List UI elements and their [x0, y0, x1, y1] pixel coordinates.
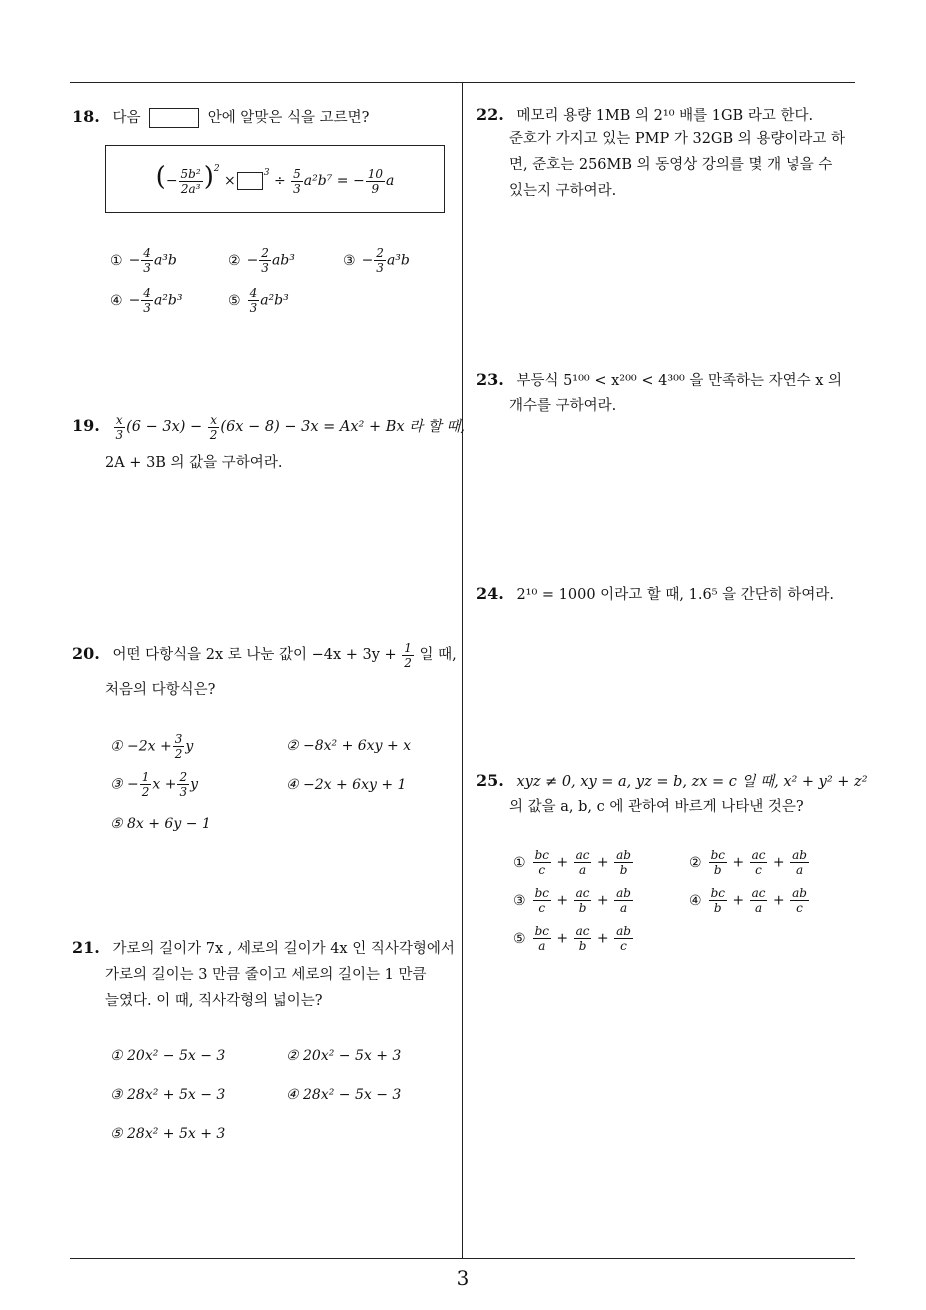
q25-choice-1[interactable]: ① $\frac{bc}{c}$ + $\frac{ac}{a}$ + $\frac{ab}{b}$: [513, 848, 631, 877]
q20-choice-1[interactable]: ① −2x + $\frac{3}{2}$ y: [110, 732, 194, 761]
q22-line4: 있는지 구하여라.: [509, 183, 617, 199]
page-number: 3: [456, 1266, 470, 1290]
q23-line1: 부등식 5¹⁰⁰ < x²⁰⁰ < 4³⁰⁰ 을 만족하는 자연수 x 의: [516, 373, 843, 389]
column-divider: [462, 83, 463, 1259]
q18-choice-4[interactable]: ④ − $\frac{4}{3}$ a²b³: [110, 286, 183, 315]
q21-choice-2[interactable]: ② 20x² − 5x + 3: [286, 1048, 402, 1064]
q22-line3: 면, 준호는 256MB 의 동영상 강의를 몇 개 넣을 수: [509, 157, 833, 173]
q21-choice-1[interactable]: ① 20x² − 5x − 3: [110, 1048, 226, 1064]
question-number: 25.: [476, 771, 504, 790]
q19-line2: 2A + 3B 의 값을 구하여라.: [105, 455, 283, 471]
q25-choice-5[interactable]: ⑤ $\frac{bc}{a}$ + $\frac{ac}{b}$ + $\frac{ab}{c}$: [513, 924, 631, 953]
q18-text-before: 다음: [112, 110, 141, 126]
q19-line1-head: (6 − 3x) −: [126, 419, 203, 435]
q23-line2: 개수를 구하여라.: [509, 398, 617, 414]
question-24: [476, 580, 834, 609]
question-18: [72, 103, 369, 132]
question-number: 24.: [476, 584, 504, 603]
question-20: 20. 어떤 다항식을 2x 로 나눈 값이 −4x + 3y + $\frac{1}{2}$ 일 때,: [72, 640, 457, 670]
q25-line2: 의 값을 a, b, c 에 관하여 바르게 나타낸 것은?: [509, 799, 804, 815]
q18-choice-1[interactable]: ① − $\frac{4}{3}$ a³b: [110, 246, 177, 275]
answer-blank-box: [149, 108, 199, 128]
q18-box-exp: 3: [263, 168, 270, 179]
q21-choice-3[interactable]: ③ 28x² + 5x − 3: [110, 1087, 226, 1103]
q20-line2: 처음의 다항식은?: [105, 682, 216, 698]
question-25: [476, 767, 868, 796]
q21-line2: 가로의 길이는 3 만큼 줄이고 세로의 길이는 1 만큼: [105, 967, 427, 983]
formula-blank-box: [237, 172, 263, 190]
question-number: 23.: [476, 370, 504, 389]
q18-formula: (− $\frac{\text{5b²}}{\text{2a³}}$ )$^2$ × $^3$ ÷ $\frac{5}{3}$ a²b⁷ = − $\frac{10}{9}$ a: [155, 162, 395, 196]
q20-choice-3[interactable]: ③ − $\frac{1}{2}$ x + $\frac{2}{3}$ y: [110, 770, 199, 799]
question-number: 21.: [72, 938, 100, 957]
q21-choice-5[interactable]: ⑤ 28x² + 5x + 3: [110, 1126, 226, 1142]
question-21: [72, 934, 455, 963]
q21-line3: 늘였다. 이 때, 직사각형의 넓이는?: [105, 993, 323, 1009]
q20-choice-4[interactable]: ④ −2x + 6xy + 1: [286, 777, 407, 793]
q24-line1: 2¹⁰ = 1000 이라고 할 때, 1.6⁵ 을 간단히 하여라.: [516, 587, 835, 603]
question-number: 20.: [72, 644, 100, 663]
q18-rhs-num: 10: [367, 166, 383, 181]
question-number: 18.: [72, 107, 100, 126]
q20-line1: 어떤 다항식을 2x 로 나눈 값이 −4x + 3y +: [112, 647, 397, 663]
q21-choice-4[interactable]: ④ 28x² − 5x − 3: [286, 1087, 402, 1103]
q18-outer-exp: 2: [213, 164, 220, 175]
q21-line1: 가로의 길이가 7x , 세로의 길이가 4x 인 직사각형에서: [112, 941, 455, 957]
question-19: 19. $\frac{x}{3}$ (6 − 3x) − $\frac{x}{2}$ (6x − 8) − 3x = Ax² + Bx 라 할 때,: [72, 412, 465, 442]
question-number: 22.: [476, 105, 504, 124]
q22-line2: 준호가 가지고 있는 PMP 가 32GB 의 용량이라고 하: [509, 131, 846, 147]
q20-line1-end: 일 때,: [419, 647, 457, 663]
q18-mid-num: 5: [293, 166, 301, 181]
q18-mid-den: 3: [293, 181, 301, 196]
q18-choice-2[interactable]: ② − $\frac{2}{3}$ ab³: [228, 246, 295, 275]
q22-line1: 메모리 용량 1MB 의 2¹⁰ 배를 1GB 라고 한다.: [516, 108, 814, 124]
q25-choice-2[interactable]: ② $\frac{bc}{b}$ + $\frac{ac}{c}$ + $\frac{ab}{a}$: [689, 848, 807, 877]
q18-lhs-num: 5b²: [180, 166, 201, 181]
q18-mid-tail: a²b⁷: [303, 173, 333, 190]
q25-line1: xyz ≠ 0, xy = a, yz = b, zx = c 일 때, x² + y² + z²: [516, 774, 868, 790]
q20-choice-5[interactable]: ⑤ 8x + 6y − 1: [110, 816, 211, 832]
q25-choice-3[interactable]: ③ $\frac{bc}{c}$ + $\frac{ac}{b}$ + $\frac{ab}{a}$: [513, 886, 631, 915]
q18-choice-3[interactable]: ③ − $\frac{2}{3}$ a³b: [343, 246, 410, 275]
q18-choice-5[interactable]: ⑤ $\frac{4}{3}$ a²b³: [228, 286, 289, 315]
q25-choice-4[interactable]: ④ $\frac{bc}{b}$ + $\frac{ac}{a}$ + $\frac{ab}{c}$: [689, 886, 807, 915]
q19-line1-tail: (6x − 8) − 3x = Ax² + Bx 라 할 때,: [220, 419, 465, 435]
q20-choice-2[interactable]: ② −8x² + 6xy + x: [286, 738, 412, 754]
q18-rhs-den: 9: [371, 181, 380, 196]
q18-lhs-den: 2a³: [180, 181, 201, 196]
question-number: 19.: [72, 416, 100, 435]
q18-rhs-tail: a: [385, 173, 395, 190]
q18-formula-box: [105, 145, 445, 213]
question-23: [476, 366, 842, 395]
q18-text-after: 안에 알맞은 식을 고르면?: [207, 110, 370, 126]
